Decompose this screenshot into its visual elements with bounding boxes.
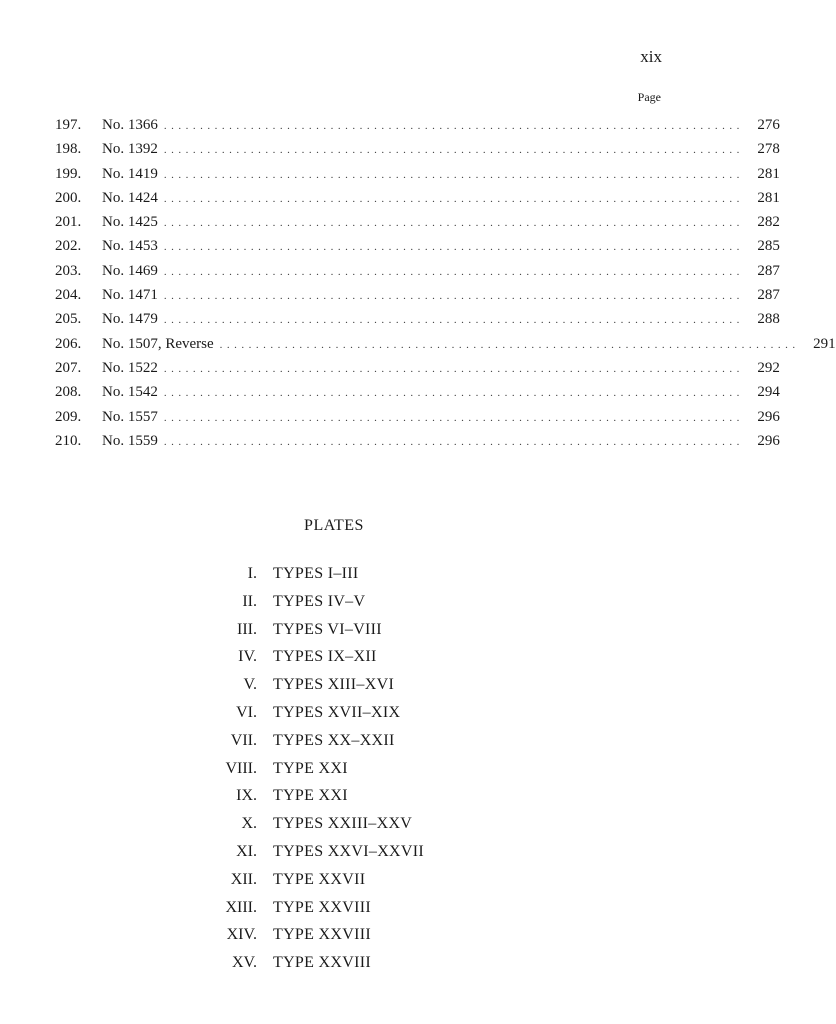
plate-number: XIV. [226,926,257,944]
figure-row [55,210,780,234]
plate-row [200,866,520,894]
figure-label: No. 1469 [102,262,158,279]
figure-row [55,162,780,186]
plate-list [200,560,520,977]
figure-page: 292 [757,359,780,376]
figure-label: No. 1507, Reverse [102,335,214,352]
plate-title: TYPES IV–V [273,592,366,610]
plate-title: TYPES XXVI–XXVII [273,842,425,860]
figure-label: No. 1453 [102,238,158,255]
plate-number: X. [241,815,257,833]
dot-leader: ................................................................................ [163,265,744,278]
dot-leader: ................................................................................ [163,314,744,327]
plate-number: II. [242,592,257,610]
figure-row [55,283,780,307]
figure-number: 200. [55,189,82,206]
figure-label: No. 1425 [102,214,158,231]
plate-title: TYPE XXVII [273,870,366,888]
figure-number: 210. [55,432,82,449]
dot-leader: ................................................................................ [163,120,744,132]
plate-title: TYPE XXVIII [273,954,371,972]
figure-number: 208. [55,384,82,401]
figure-number: 197. [55,117,82,133]
plate-title: TYPES I–III [273,565,359,582]
figure-row [55,259,780,283]
dot-leader: ................................................................................ [163,290,744,303]
dot-leader: ................................................................................ [163,168,744,181]
figure-number: 201. [55,214,82,231]
figure-label: No. 1557 [102,408,158,425]
plate-number: XIII. [225,898,257,916]
plate-number: XII. [230,870,257,888]
plate-row [200,921,520,949]
figure-page: 294 [757,384,780,401]
plate-number: VII. [230,731,257,749]
dot-leader: ................................................................................ [163,435,744,448]
dot-leader: ................................................................................ [219,338,800,351]
figure-page: 281 [757,165,780,182]
figure-label: No. 1559 [102,432,158,449]
plate-row [200,782,520,810]
plate-number: IV. [238,648,257,666]
figure-row [55,234,780,258]
figure-number: 202. [55,238,82,255]
figure-page: 291 [813,335,836,352]
figure-label: No. 1424 [102,189,158,206]
figure-label: No. 1479 [102,311,158,328]
figure-number: 204. [55,287,82,304]
plate-number: V. [243,676,257,694]
plate-number: I. [247,565,257,582]
figure-page: 281 [757,189,780,206]
figure-number: 209. [55,408,82,425]
figure-number: 205. [55,311,82,328]
page-number: xix [640,47,662,66]
plate-row [200,616,520,644]
plate-title: TYPES XXIII–XXV [273,815,413,833]
plate-title: TYPES XIII–XVI [273,676,395,694]
figure-page: 296 [757,408,780,425]
figure-page: 285 [757,238,780,255]
plate-row [200,560,520,588]
figure-row [55,356,780,380]
plate-title: TYPES XX–XXII [273,731,395,749]
figure-number: 199. [55,165,82,182]
plate-title: TYPE XXI [273,787,348,805]
plate-row [200,894,520,922]
dot-leader: ................................................................................ [163,192,744,205]
figure-page: 296 [757,432,780,449]
dot-leader: ................................................................................ [163,144,744,157]
figure-label: No. 1366 [102,117,158,133]
plate-title: TYPES XVII–XIX [273,703,401,721]
figure-row [55,137,780,161]
figure-number: 206. [55,335,82,352]
figure-label: No. 1471 [102,287,158,304]
plate-title: TYPE XXVIII [273,926,371,944]
figure-number: 203. [55,262,82,279]
figure-row [55,332,836,356]
plate-title: TYPES VI–VIII [273,620,382,638]
page-column-label: Page [637,90,661,104]
plate-number: IX. [236,787,257,805]
figure-page: 288 [757,311,780,328]
figure-row [55,186,780,210]
plate-number: III. [237,620,257,638]
figure-row [55,405,780,429]
plate-row [200,838,520,866]
plate-row [200,588,520,616]
figure-number: 207. [55,359,82,376]
figure-row [55,307,780,331]
plate-number: VIII. [225,759,257,777]
figure-page: 287 [757,287,780,304]
figure-label: No. 1542 [102,384,158,401]
figure-label: No. 1522 [102,359,158,376]
plate-title: TYPES IX–XII [273,648,377,666]
plate-row [200,699,520,727]
figure-number: 198. [55,141,82,158]
figure-page: 282 [757,214,780,231]
plate-row [200,643,520,671]
dot-leader: ................................................................................ [163,217,744,230]
figure-label: No. 1419 [102,165,158,182]
figure-label: No. 1392 [102,141,158,158]
plate-number: XI. [236,842,257,860]
dot-leader: ................................................................................ [163,411,744,424]
plate-row [200,810,520,838]
dot-leader: ................................................................................ [163,362,744,375]
figure-page: 278 [757,141,780,158]
figure-page: 287 [757,262,780,279]
plate-title: TYPE XXVIII [273,898,371,916]
figure-row [55,429,780,453]
dot-leader: ................................................................................ [163,241,744,254]
figure-row [55,113,780,137]
plate-number: XV. [231,954,257,972]
plate-row [200,755,520,783]
plate-title: TYPE XXI [273,759,348,777]
plate-row [200,671,520,699]
figure-page: 276 [757,117,780,133]
plate-row [200,949,520,977]
figure-list [55,113,836,453]
plate-number: VI. [236,703,257,721]
plate-row [200,727,520,755]
figure-row [55,380,780,404]
plates-heading: PLATES [304,517,364,534]
dot-leader: ................................................................................ [163,387,744,400]
